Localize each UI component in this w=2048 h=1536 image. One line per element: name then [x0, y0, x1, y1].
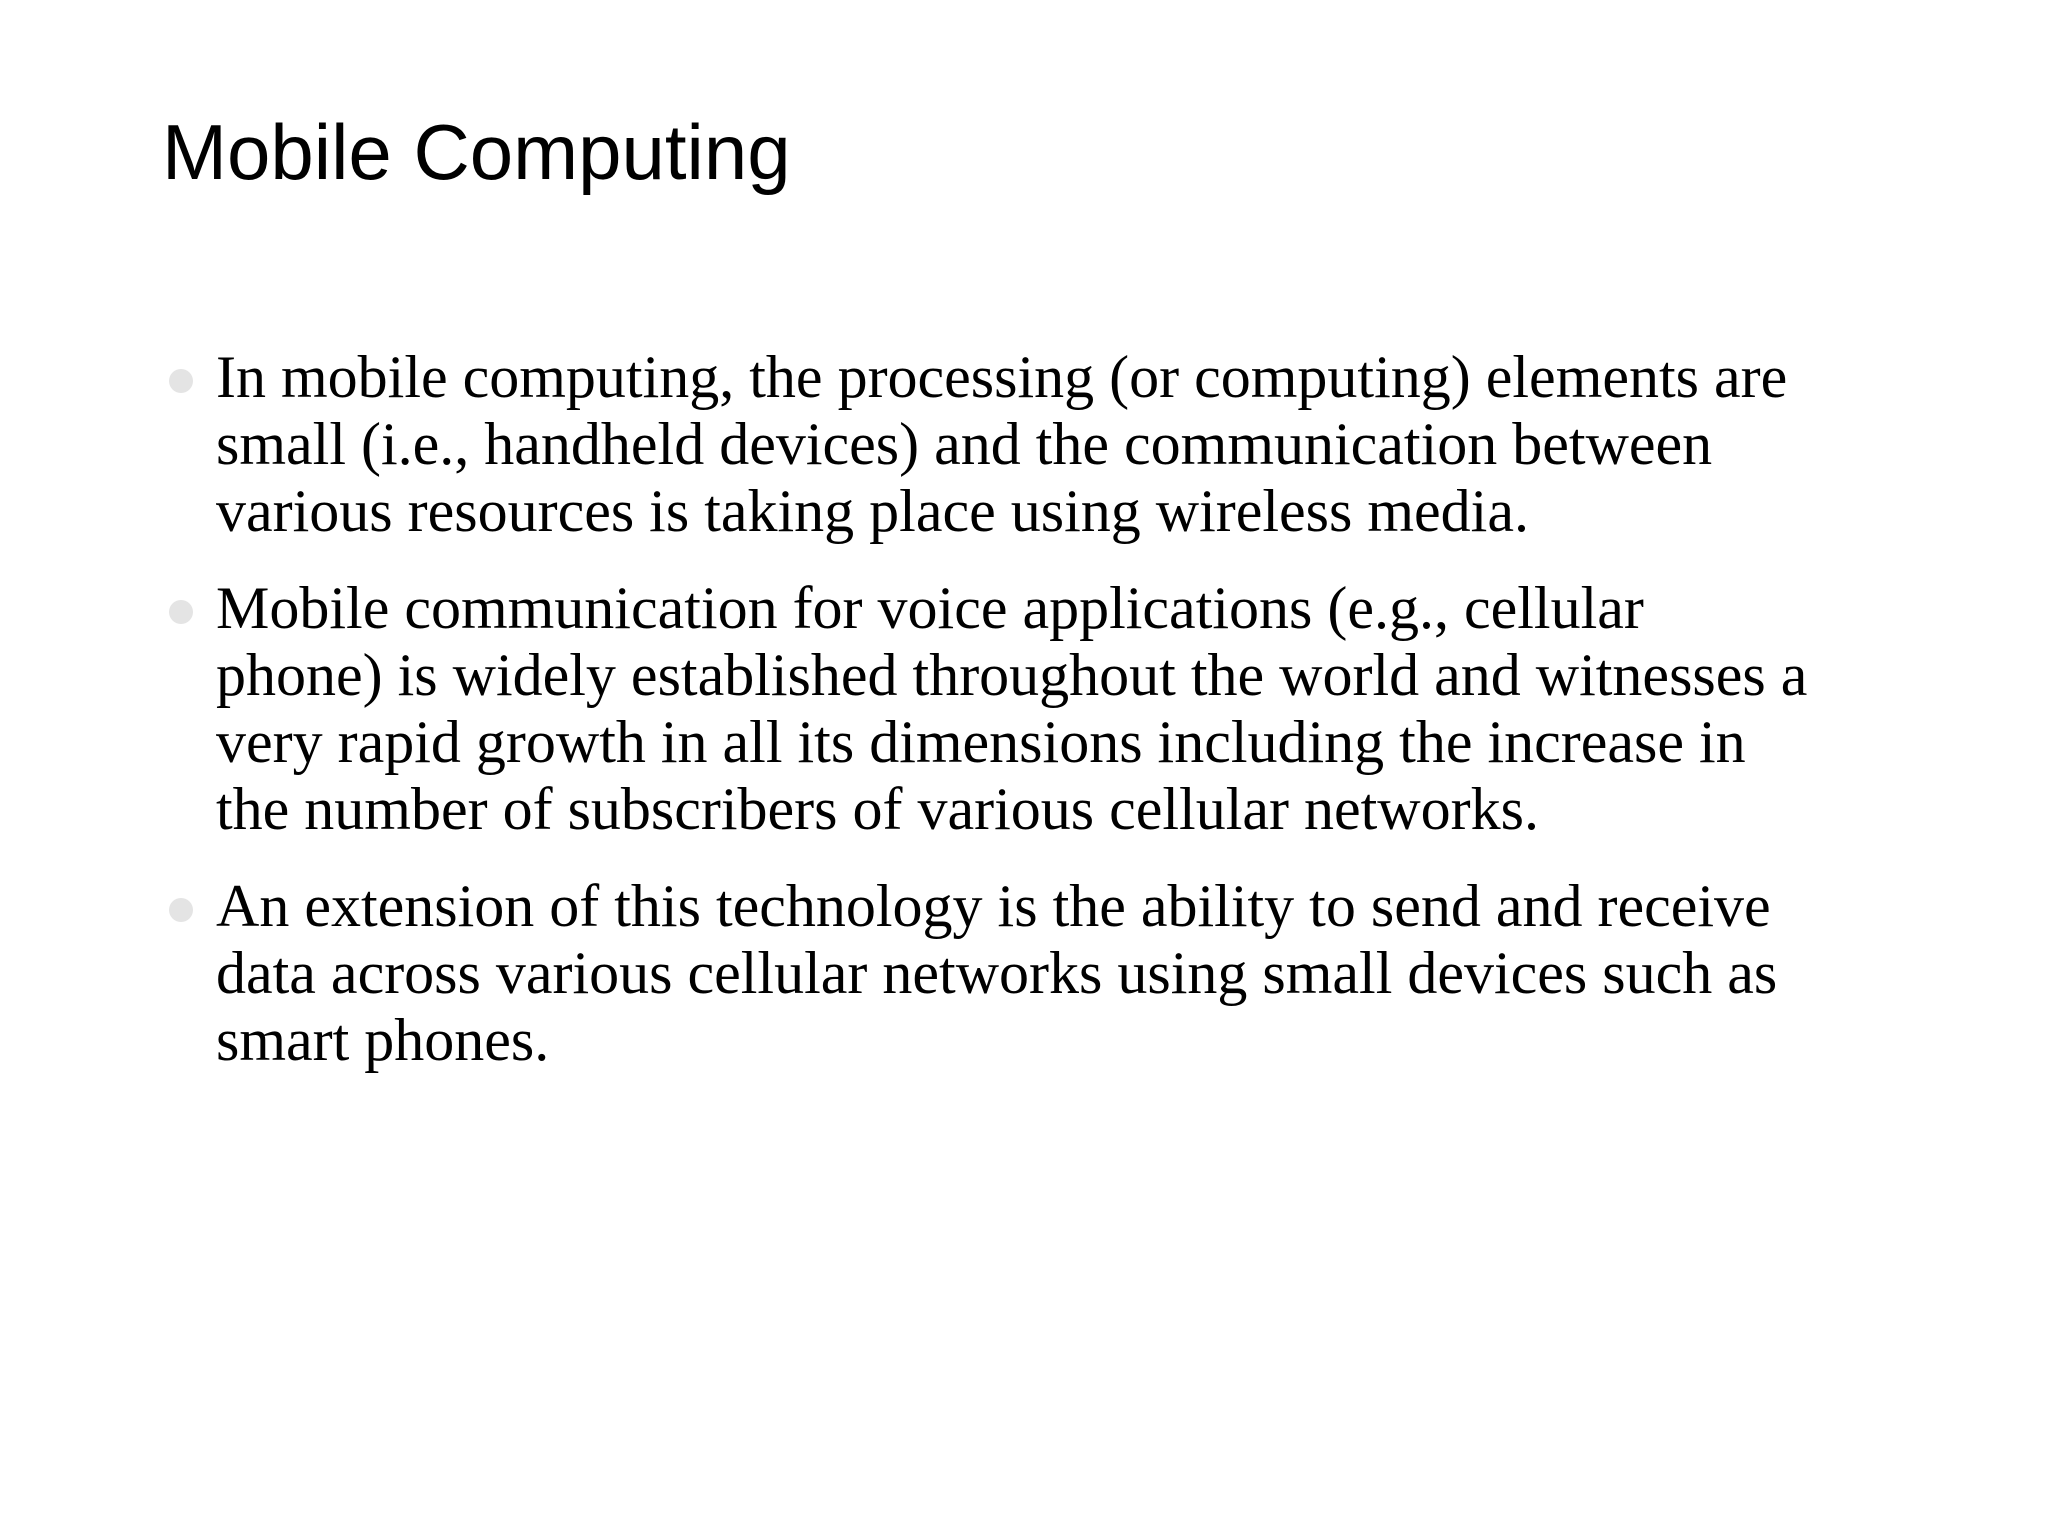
bullet-line: very rapid growth in all its dimensions including the increase in — [216, 709, 1746, 775]
bullet-item-3 — [162, 873, 1922, 1074]
bullet-line: small (i.e., handheld devices) and the communication between — [216, 411, 1713, 477]
bullet-line: An extension of this technology is the ability to send and receive — [216, 873, 1771, 939]
bullet-line: phone) is widely established throughout the world and witnesses a — [216, 642, 1808, 708]
slide-title: Mobile Computing — [162, 108, 791, 196]
bullet-item-1 — [162, 344, 1922, 545]
bullet-line: smart phones. — [216, 1007, 550, 1073]
bullet-dot-icon — [169, 898, 193, 922]
bullet-line: the number of subscribers of various cellular networks. — [216, 776, 1539, 842]
bullet-line: data across various cellular networks using small devices such as — [216, 940, 1778, 1006]
bullet-item-2 — [162, 575, 1922, 843]
bullet-dot-icon — [169, 369, 193, 393]
bullet-line: In mobile computing, the processing (or computing) elements are — [216, 344, 1788, 410]
bullet-dot-icon — [169, 600, 193, 624]
bullet-list — [162, 344, 1922, 1104]
bullet-line: various resources is taking place using wireless media. — [216, 478, 1529, 544]
bullet-line: Mobile communication for voice applications (e.g., cellular — [216, 575, 1644, 641]
